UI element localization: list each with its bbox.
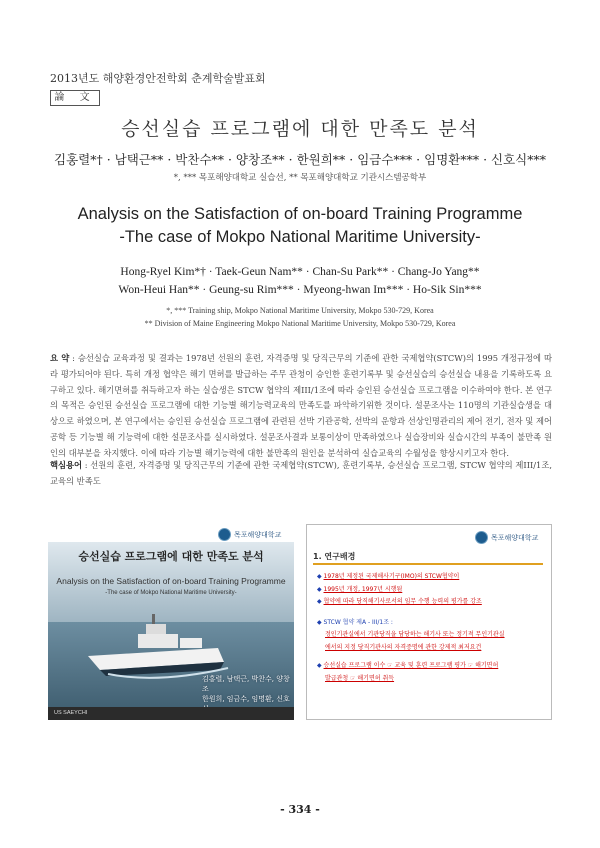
slide-background xyxy=(306,524,552,720)
paper-title-korean: 승선실습 프로그램에 대한 만족도 분석 xyxy=(121,118,479,140)
list-item: ◆ 협약에 따라 당직해기사로서의 임무 수행 능력의 평가를 강조 xyxy=(317,598,482,605)
affiliation-english-line-2: ** Division of Maine Engineering Mokpo National Maritime University, Mokpo 530-729, Korea xyxy=(144,319,456,328)
authors-english xyxy=(0,263,600,299)
diamond-bullet-icon: ◆ xyxy=(317,618,324,626)
abstract xyxy=(50,351,552,462)
slide-heading: 1. 연구배경 xyxy=(313,552,356,561)
title-english-line-2: -The case of Mokpo National Maritime University- xyxy=(119,228,481,246)
keywords-text: : 선원의 훈련, 자격증명 및 당직근무의 기준에 관한 국제협약(STCW), 훈련기록부, 승선실습 프로그램, STCW 협약의 제III/1조, 교육의 반족도 xyxy=(50,460,552,486)
keywords xyxy=(50,458,552,490)
paper-type-badge: 論 文 xyxy=(50,90,100,106)
heading-rule xyxy=(313,563,543,565)
abstract-text: : 승선실습 교육과정 및 결과는 1978년 선원의 훈련, 자격증명 및 당직근무의 기준에 관한 국제협약(STCW)의 1995 개정규정에 따라 평가되어야 된다. 특히 개정 협약은 해기 면허를 발급하는 주무 관청이 승인한 훈련기록부 및 승선실습의 승선실습 내용을 기록하도록 요구하고 있다. 해기면허를 취득하고자 하는 실습생은 STCW 협약의 제III/1조에 따라 승인된 승선실습 프로그램을 이수하여야 한다. 본 연구의 목적은 승인된 승선실습 프로그램에 대한 기능별 해기능력교육의 만족도를 파악하기위한 것이다. 설문조사는 110명의 기관실습생을 대상으로 하였으며, 본 연구에서는 승인된 승선실습 프로그램에 관련된 선박 기관공학, 선박의 운항과 선상인명관리의 제어 전기, 전자 및 제어공학 등 기능별 해 기능력에 대한 설문조사를 실시하였다. 설문조사결과 보통이상이 만족하였으나 실습장비와 실습시간의 부족이 불만족 원인의 대부분을 차지했다. 이에 따라 기능별 해기능력에 대한 불만족의 원인을 분석하여 실습교육의 수월성을 향상시키고자 한다. xyxy=(50,353,552,458)
affiliation-english xyxy=(0,304,600,330)
slide-title xyxy=(48,524,294,720)
slide-footer: US SAEYCHI xyxy=(48,707,294,720)
slide-author-names: 김홍렬, 남택근, 박찬수, 양창조 한원희, 임금수, 임명환, 신호 xyxy=(202,675,290,703)
slide-subtitle-2: -The case of Mokpo National Maritime University- xyxy=(105,590,237,596)
authors-english-line-1: Hong-Ryel Kim*† · Taek-Geun Nam** · Chan-Su Park** · Chang-Jo Yang** xyxy=(120,266,480,278)
diamond-bullet-icon: ◆ xyxy=(317,598,324,605)
authors-english-line-2: Won-Heui Han** · Geung-su Rim*** · Myeong-hwan Im*** · Ho-Sik Sin*** xyxy=(118,284,482,296)
university-logo: 목포해양대학교 xyxy=(475,531,538,544)
abstract-label: 요 약 xyxy=(50,353,70,363)
list-item: ◆ 승선실습 프로그램 이수 ☞ 교육 및 훈련 프로그램 평가 ☞ 해기면허 xyxy=(317,662,499,669)
slide-subtitle-1: Analysis on the Satisfaction of on-board Training Programme xyxy=(56,576,286,586)
list-item: 에서의 지정 당직기관사의 자격증명에 관한 강제적 최저요건 xyxy=(325,643,482,651)
affiliation-english-line-1: *, *** Training ship, Mokpo National Maritime University, Mokpo 530-729, Korea xyxy=(166,306,434,315)
list-item: ◆ 1978년 제정된 국제해사기구(IMO)의 STCW협약이 xyxy=(317,573,460,580)
list-item: 정인기관실에서 기관당직을 담당하는 해기사 또는 정기적 무인기관실 xyxy=(325,631,505,638)
list-item: ◆ 1995년 개정, 1997년 시행됨 xyxy=(317,585,403,593)
conference-header: 2013년도 해양환경안전학회 춘계학술발표회 xyxy=(50,72,266,85)
keywords-label: 핵심용어 xyxy=(50,460,83,470)
paper-title-english xyxy=(0,203,600,249)
list-item: 발급관청 ☞ 해기면허 취득 xyxy=(325,674,395,682)
diamond-bullet-icon: ◆ xyxy=(317,573,324,580)
title-english-line-1: Analysis on the Satisfaction of on-board Training Programme xyxy=(77,205,523,223)
list-item: ◆ STCW 협약 제A - III/1조 : xyxy=(317,618,393,626)
affiliation-korean: *, *** 목포해양대학교 실습선, ** 목포해양대학교 기관시스템공학부 xyxy=(173,173,427,183)
slide-title-text: 승선실습 프로그램에 대한 만족도 분석 xyxy=(78,550,264,563)
authors-korean: 김홍렬*† · 남택근** · 박찬수** · 양창조** · 한원희** · 임금수*** · 임명환*** · 신호식*** xyxy=(54,152,546,167)
emblem-icon xyxy=(218,528,231,541)
page-number: - 334 - xyxy=(280,803,320,816)
slide-bullet-list xyxy=(317,571,547,685)
diamond-bullet-icon: ◆ xyxy=(317,662,324,669)
university-logo: 목포해양대학교 xyxy=(218,528,281,541)
emblem-icon xyxy=(475,531,488,544)
diamond-bullet-icon: ◆ xyxy=(317,585,324,593)
